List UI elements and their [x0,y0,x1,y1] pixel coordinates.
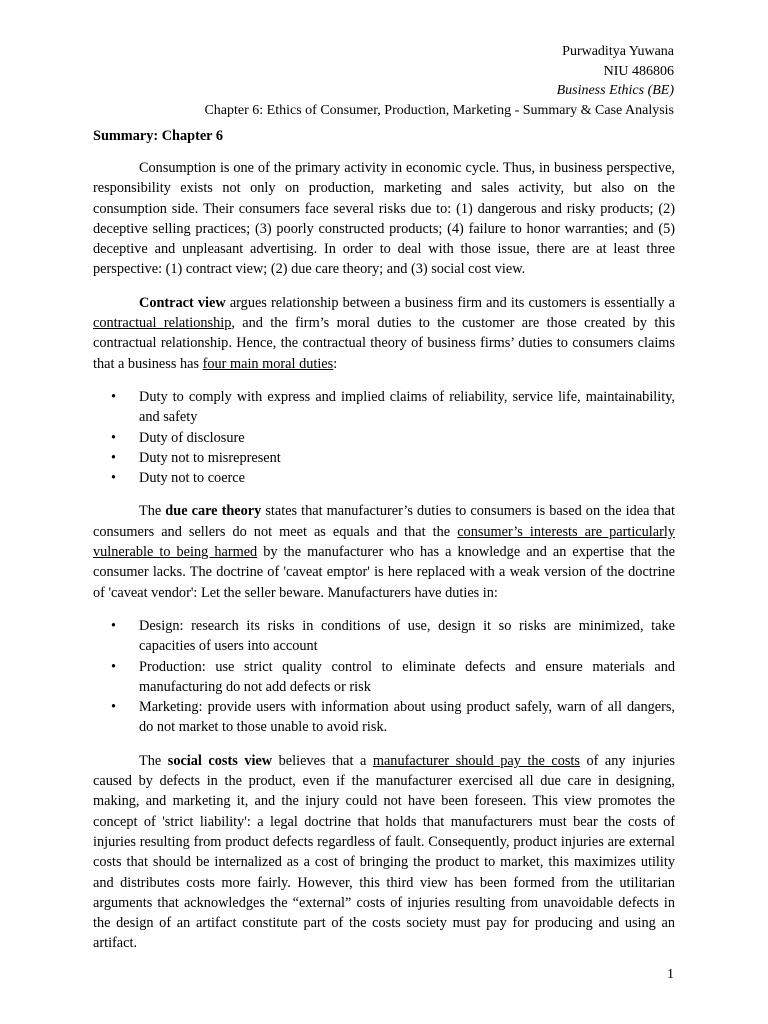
chapter-title: Chapter 6: Ethics of Consumer, Production, Marketing - Summary & Case Analysis [204,102,674,118]
social-text-1: believes that a [272,752,373,769]
due-care-term: due care theory [165,503,262,520]
social-costs-term: social costs view [167,752,273,769]
contract-view-paragraph [93,293,675,374]
list-item: • Duty to comply with express and implied claims of reliability, service life, maintainability, and safety [139,387,675,428]
list-item: • Duty of disclosure [139,428,675,448]
consumer-interests-underlined: consumer’s interests are particularly vulnerable to being harmed [93,523,675,561]
contract-text-2: , and the firm’s moral duties to the customer are those created by this contractual relationship. Hence, the contractual theory of business firms’ duties to consumers claims that a business has [93,315,676,372]
four-moral-duties-underlined: four main moral duties [202,355,334,372]
page-number: 1 [667,967,674,982]
summary-heading: Summary: Chapter 6 [93,128,223,144]
list-item: • Design: research its risks in conditions of use, design it so risks are minimized, take capacities of users into account [139,616,675,657]
contract-text-3: : [333,355,338,372]
document-body [93,126,675,967]
due-care-text-1: states that manufacturer’s duties to consumers is based on the idea that consumers and sellers do not meet as equals and that the [93,503,675,540]
social-text-2: of any injuries caused by defects in the product, even if the manufacturer exercised all due care in designing, making, and marketing it, and the injury could not have been foreseen. This view promotes the concept of 'strict liability': a legal doctrine that holds that manufacturers must bear the costs of injuries resulting from product defects regardless of fault. Consequently, product injuries are external costs that should be internalized as a cost of bringing the product to market, this maximizes utility and distributes costs more fairly. However, this third view has been formed from the utilitarian arguments that acknowledges the “external” costs of injuries resulting from unavoidable defects in the design of an artifact constitute part of the costs society must pay for producing and using an artifact. [93,752,675,952]
social-text-0: The [139,752,168,769]
page-header [204,42,674,120]
author-name: Purwaditya Yuwana [562,44,674,59]
list-item: • Duty not to coerce [139,468,675,488]
student-id: NIU 486806 [603,63,674,79]
course-name: Business Ethics (BE) [556,83,674,98]
social-costs-paragraph [93,751,675,954]
list-item: • Marketing: provide users with information about using product safely, warn of all dangers, do not market to those unable to avoid risk. [139,697,675,738]
due-care-text-0: The [139,503,166,520]
due-care-paragraph [93,501,675,602]
manufacturer-pay-underlined: manufacturer should pay the costs [372,752,580,769]
contract-text-1: argues relationship between a business firm and its customers is essentially a [225,294,676,311]
list-item: • Production: use strict quality control to eliminate defects and ensure materials and manufacturing do not add defects or risk [139,657,675,698]
list-item: • Duty not to misrepresent [139,448,675,468]
intro-paragraph: Consumption is one of the primary activity in economic cycle. Thus, in business perspective, responsibility exists not only on production, marketing and sales activity, but also on the consumption side. Their consumers face several risks due to: (1) dangerous and risky products; (2) deceptive selling practices; (3) poorly constructed products; (4) failure to honor warranties; and (5) deceptive and unpleasant advertising. In order to deal with those issue, there are at least three perspective: (1) contract view; (2) due care theory; and (3) social cost view. [93,160,675,278]
moral-duties-list [93,387,675,488]
manufacturer-duties-list [93,616,675,738]
contract-view-term: Contract view [139,294,226,311]
due-care-text-2: by the manufacturer who has a knowledge and an expertise that the consumer lacks. The doctrine of 'caveat emptor' is here replaced with a weak version of the doctrine of 'caveat vendor': Let the seller beware. Manufacturers have duties in: [93,544,675,601]
contractual-relationship-underlined: contractual relationship [93,315,232,332]
